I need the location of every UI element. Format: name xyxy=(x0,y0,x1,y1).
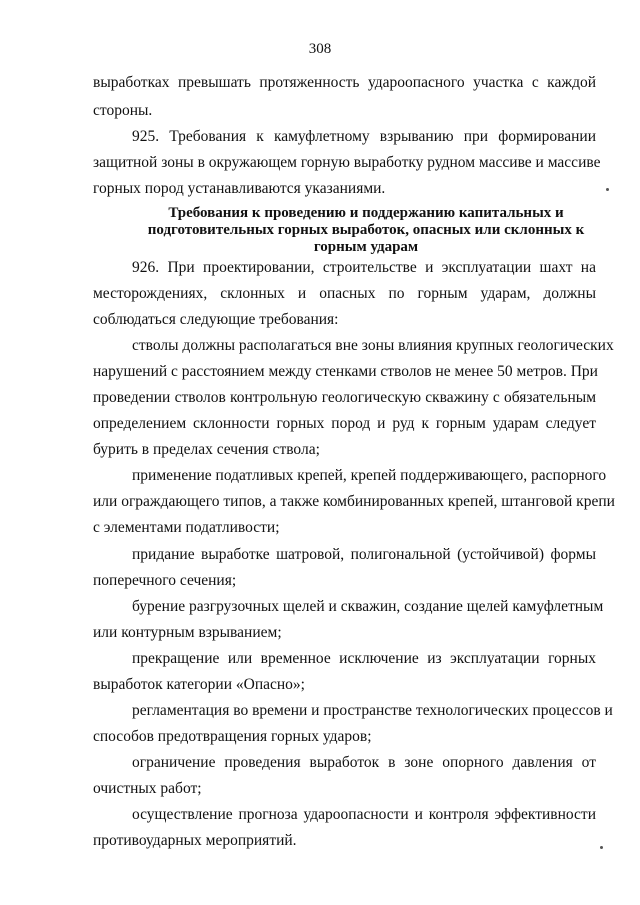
text-line: ограничение проведения выработок в зоне опорного давления от xyxy=(132,754,596,771)
text-line: противоударных мероприятий. xyxy=(93,832,297,849)
text-line: месторождениях, склонных и опасных по горным ударам, должны xyxy=(93,285,596,302)
text-line: регламентация во времени и пространстве технологических процессов и xyxy=(132,702,613,719)
text-line: выработок категории «Опасно»; xyxy=(93,676,305,693)
text-line: способов предотвращения горных ударов; xyxy=(93,728,372,745)
text-line: определением склонности горных пород и руд к горным ударам следует xyxy=(93,415,596,432)
text-line: с элементами податливости; xyxy=(93,519,280,536)
text-line: проведении стволов контрольную геологическую скважину с обязательным xyxy=(93,389,596,406)
text-line: защитной зоны в окружающем горную выработку рудном массиве и массиве xyxy=(93,154,601,171)
text-line: горных пород устанавливаются указаниями. xyxy=(93,180,386,197)
text-line: соблюдаться следующие требования: xyxy=(93,311,339,328)
section-heading-line: подготовительных горных выработок, опасных или склонных к xyxy=(147,222,585,238)
text-line: или ограждающего типов, а также комбинированных крепей, штанговой крепи xyxy=(93,493,615,510)
scan-speck xyxy=(600,846,603,849)
text-line: выработках превышать протяженность удароопасного участка с каждой xyxy=(93,74,596,91)
text-line: нарушений с расстоянием между стенками стволов не менее 50 метров. При xyxy=(93,363,598,380)
page-number: 308 xyxy=(308,41,332,57)
text-line: бурение разгрузочных щелей и скважин, создание щелей камуфлетным xyxy=(132,598,604,615)
scan-speck xyxy=(606,188,609,191)
text-line: или контурным взрыванием; xyxy=(93,624,282,641)
text-line: стволы должны располагаться вне зоны влияния крупных геологических xyxy=(132,337,614,354)
section-heading-line: горным ударам xyxy=(313,239,419,255)
text-line: стороны. xyxy=(93,102,153,119)
text-line: придание выработке шатровой, полигональной (устойчивой) формы xyxy=(132,546,596,563)
text-line: применение податливых крепей, крепей поддерживающего, распорного xyxy=(132,467,607,484)
text-line: 925. Требования к камуфлетному взрыванию при формировании xyxy=(132,128,596,145)
text-line: 926. При проектировании, строительстве и эксплуатации шахт на xyxy=(132,259,596,276)
text-line: прекращение или временное исключение из эксплуатации горных xyxy=(132,650,596,667)
text-line: очистных работ; xyxy=(93,780,202,797)
text-line: бурить в пределах сечения ствола; xyxy=(93,441,320,458)
text-line: осуществление прогноза удароопасности и контроля эффективности xyxy=(132,806,596,823)
text-line: поперечного сечения; xyxy=(93,572,237,589)
section-heading-line: Требования к проведению и поддержанию капитальных и xyxy=(168,205,564,221)
